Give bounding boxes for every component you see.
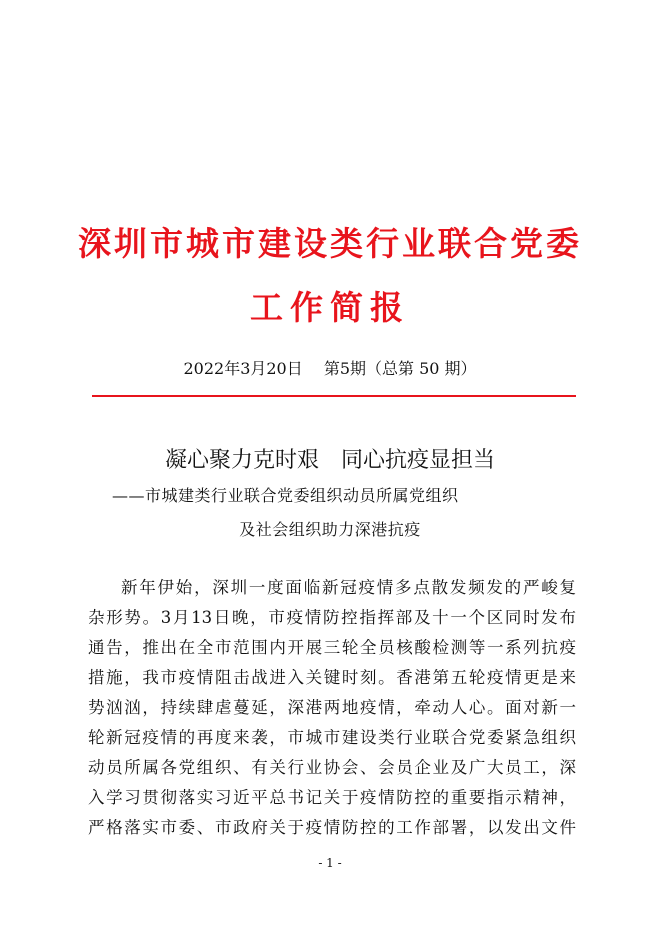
article-subtitle-line-2: 及社会组织助力深港抗疫	[239, 520, 421, 539]
body-line: 势汹汹，持续肆虐蔓延，深港两地疫情，牵动人心。面对新一	[88, 698, 576, 717]
article-subtitle-line-1: ——市城建类行业联合党委组织动员所属党组织	[112, 486, 459, 505]
body-line: 严格落实市委、市政府关于疫情防控的工作部署，以发出文件	[88, 818, 576, 837]
body-line: 通告，推出在全市范围内开展三轮全员核酸检测等一系列抗疫	[88, 638, 576, 657]
body-line: 入学习贯彻落实习近平总书记关于疫情防控的重要指示精神，	[88, 788, 576, 807]
article-title: 凝心聚力克时艰 同心抗疫显担当	[164, 448, 495, 473]
body-line: 新年伊始，深圳一度面临新冠疫情多点散发频发的严峻复	[121, 578, 576, 597]
org-title: 深圳市城市建设类行业联合党委	[78, 224, 582, 263]
body-line: 动员所属各党组织、有关行业协会、会员企业及广大员工，深	[88, 758, 576, 777]
page-number: - 1 -	[318, 856, 342, 870]
red-divider	[92, 395, 576, 397]
issue-line: 2022年3月20日 第5期（总第 50 期）	[183, 359, 477, 378]
body-line: 杂形势。3月13日晚，市疫情防控指挥部及十一个区同时发布	[88, 608, 576, 627]
bulletin-title: 工作简报	[250, 288, 410, 327]
body-line: 措施，我市疫情阻击战进入关键时刻。香港第五轮疫情更是来	[88, 668, 576, 687]
body-line: 轮新冠疫情的再度来袭，市城市建设类行业联合党委紧急组织	[88, 728, 576, 747]
article-body	[88, 573, 576, 843]
